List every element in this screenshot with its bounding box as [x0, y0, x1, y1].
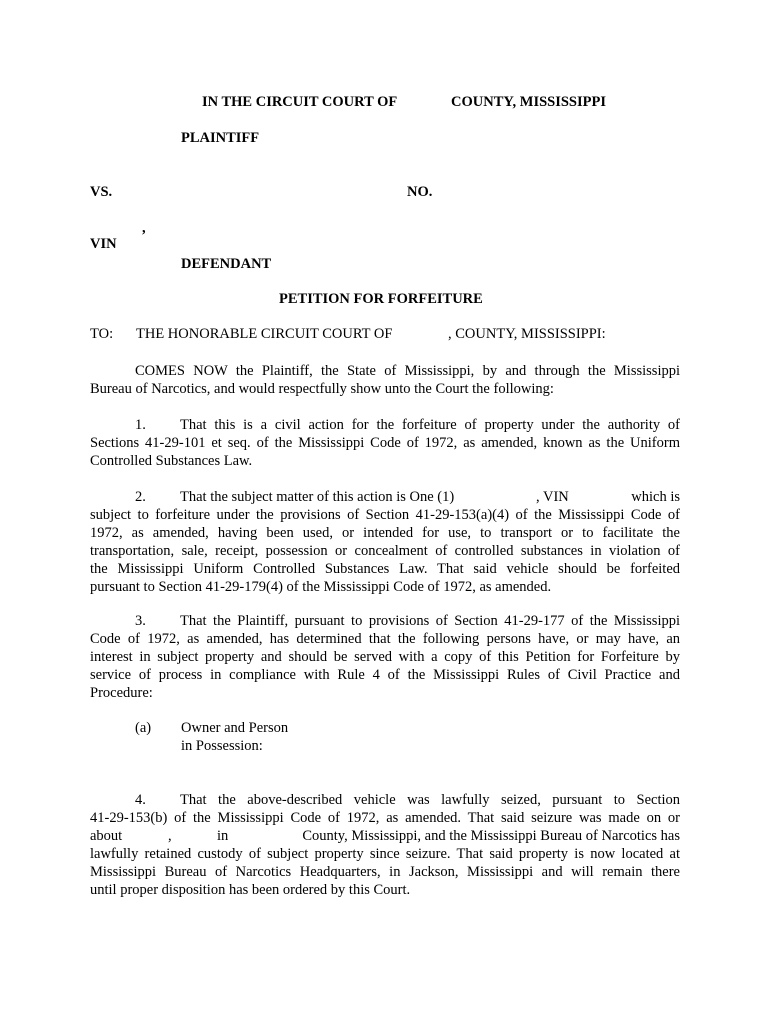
paragraph-line: interest in subject property and should be served with a copy of this Petition for Forfeiture by — [90, 649, 680, 665]
item-a-line: in Possession: — [181, 738, 263, 754]
intro-line: COMES NOW the Plaintiff, the State of Mississippi, by and through the Mississippi — [135, 363, 680, 379]
paragraph-line-part: County, Mississippi, and the Mississippi Bureau of Narcotics has — [302, 828, 680, 844]
item-a-line: Owner and Person — [181, 720, 289, 736]
paragraph-line: That the subject matter of this action is One (1) — [180, 489, 455, 505]
paragraph-number: 2. — [135, 489, 146, 505]
paragraph-line: Code of 1972, as amended, has determined that the following persons have, or may have, an — [90, 631, 680, 647]
paragraph-line: transportation, sale, receipt, possession or concealment of controlled substances in violation of — [90, 543, 680, 559]
item-a-label: (a) — [135, 720, 152, 736]
paragraph-number: 3. — [135, 613, 146, 629]
court-heading-suffix: COUNTY, MISSISSIPPI — [451, 94, 606, 110]
paragraph-line: the Mississippi Uniform Controlled Substances Law. That said vehicle should be forfeited — [90, 561, 680, 577]
paragraph-line: That the above-described vehicle was lawfully seized, pursuant to Section — [180, 792, 680, 808]
paragraph-3 — [90, 612, 680, 702]
court-heading-prefix: IN THE CIRCUIT COURT OF — [202, 94, 398, 110]
address-county: , COUNTY, MISSISSIPPI: — [448, 326, 606, 342]
vin-label: VIN — [90, 236, 117, 252]
paragraph-line-end: which is — [631, 489, 680, 505]
intro-paragraph — [90, 362, 680, 398]
paragraph-line: subject to forfeiture under the provisions of Section 41-29-153(a)(4) of the Mississippi Code of — [90, 507, 680, 523]
paragraph-line: Controlled Substances Law. — [90, 453, 253, 469]
paragraph-2 — [90, 488, 680, 596]
paragraph-line: lawfully retained custody of subject property since seizure. That said property is now located at — [90, 846, 680, 862]
address-to: TO: — [90, 326, 114, 342]
paragraph-1 — [90, 416, 680, 470]
vin-inline-label: , VIN — [536, 489, 569, 505]
defendant-label: DEFENDANT — [181, 256, 272, 272]
document-title: PETITION FOR FORFEITURE — [279, 291, 483, 307]
caption-comma: , — [142, 220, 146, 236]
paragraph-line: That this is a civil action for the forfeiture of property under the authority of — [180, 417, 680, 433]
vs-label: VS. — [90, 184, 113, 200]
paragraph-number: 4. — [135, 792, 146, 808]
paragraph-4 — [90, 791, 680, 899]
plaintiff-label: PLAINTIFF — [181, 130, 260, 146]
paragraph-line: 1972, as amended, having been used, or intended for use, to transport or to facilitate the — [90, 525, 680, 541]
paragraph-line-part: about — [90, 828, 123, 844]
paragraph-number: 1. — [135, 417, 146, 433]
address-court: THE HONORABLE CIRCUIT COURT OF — [136, 326, 393, 342]
paragraph-line: service of process in compliance with Rule 4 of the Mississippi Rules of Civil Practice and — [90, 667, 680, 683]
paragraph-line: Sections 41-29-101 et seq. of the Mississippi Code of 1972, as amended, known as the Uniform — [90, 435, 680, 451]
intro-line: Bureau of Narcotics, and would respectfully show unto the Court the following: — [90, 381, 554, 397]
paragraph-line: Procedure: — [90, 685, 153, 701]
paragraph-line: 41-29-153(b) of the Mississippi Code of 1972, as amended. That said seizure was made on or — [90, 810, 680, 826]
case-number-label: NO. — [407, 184, 433, 200]
paragraph-line: That the Plaintiff, pursuant to provisions of Section 41-29-177 of the Mississippi — [180, 613, 680, 629]
paragraph-line: Mississippi Bureau of Narcotics Headquarters, in Jackson, Mississippi and will remain there — [90, 864, 680, 880]
paragraph-line: pursuant to Section 41-29-179(4) of the Mississippi Code of 1972, as amended. — [90, 579, 552, 595]
paragraph-line-part: , — [168, 828, 172, 844]
paragraph-line-part: in — [217, 828, 229, 844]
paragraph-line: until proper disposition has been ordered by this Court. — [90, 882, 411, 898]
